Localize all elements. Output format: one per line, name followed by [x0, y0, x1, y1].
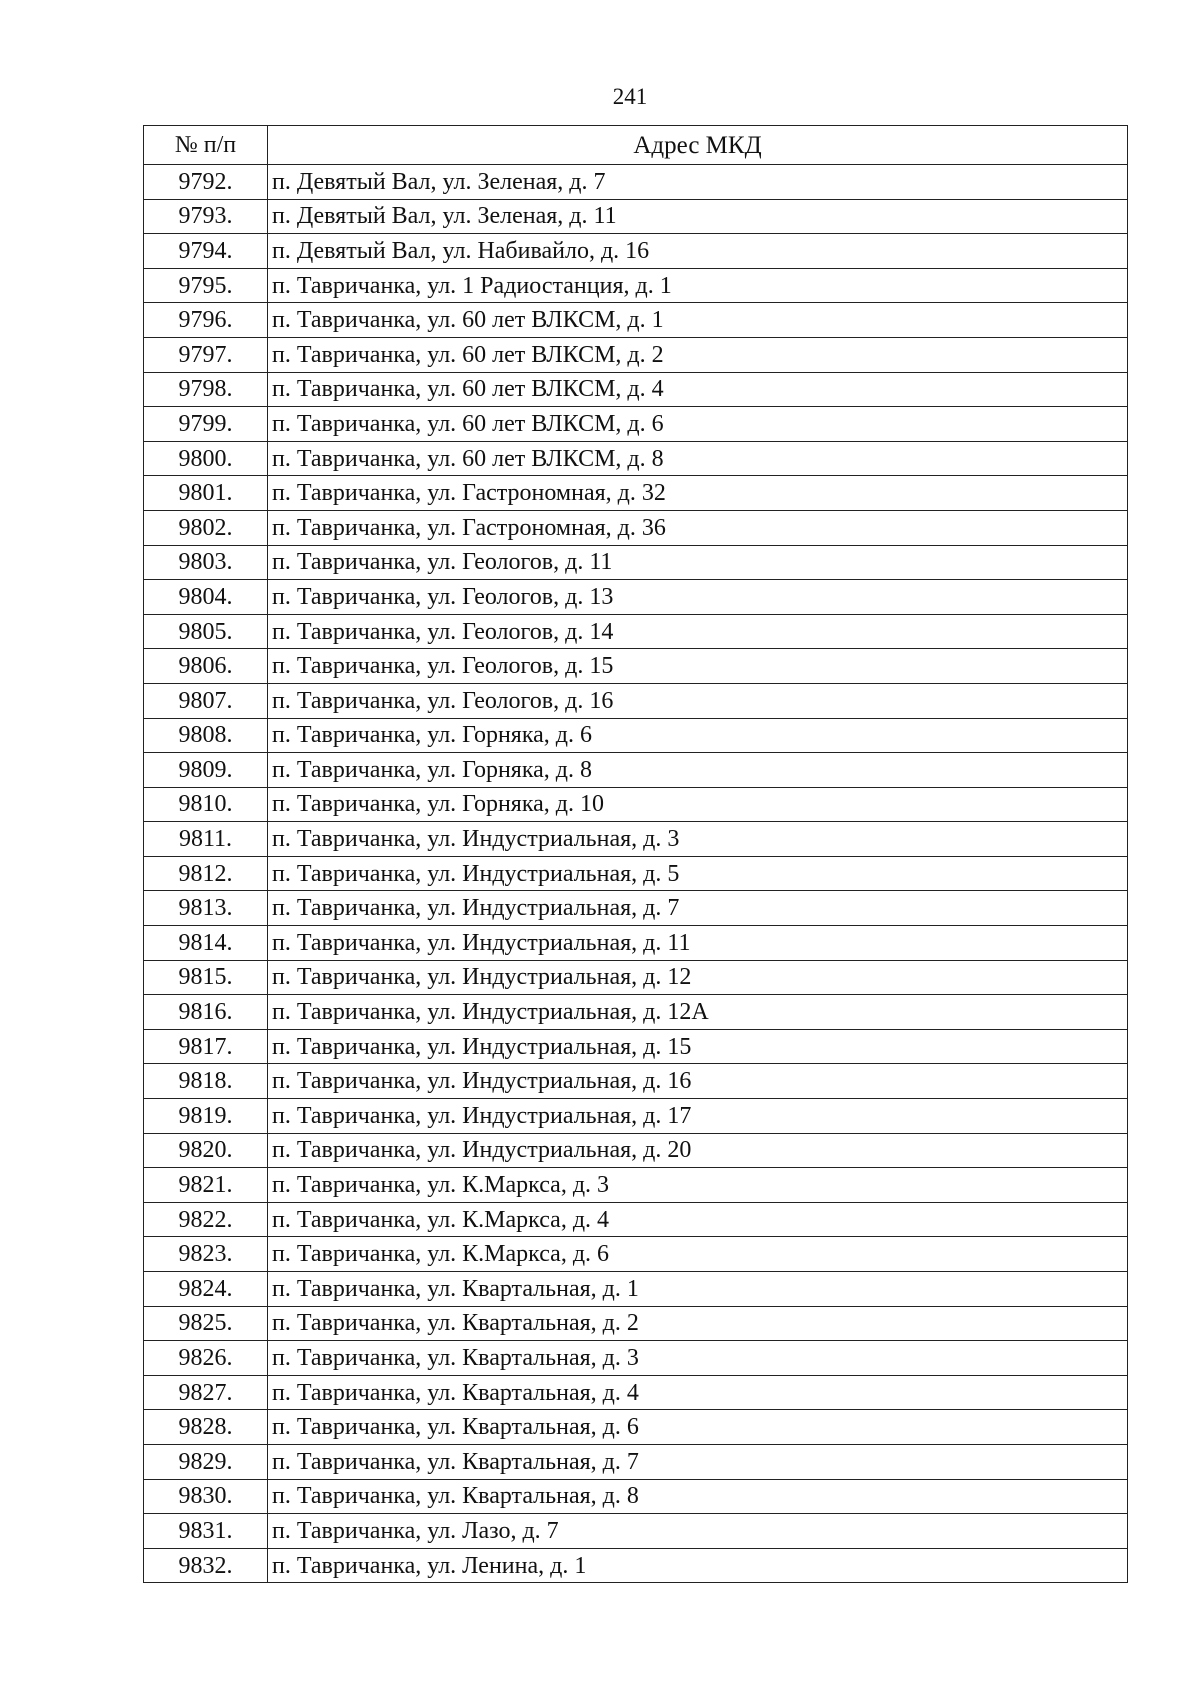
row-address: п. Тавричанка, ул. 60 лет ВЛКСМ, д. 6	[268, 407, 1128, 442]
row-address: п. Тавричанка, ул. Квартальная, д. 2	[268, 1306, 1128, 1341]
table-row	[144, 787, 1128, 822]
table-row	[144, 683, 1128, 718]
table-row	[144, 753, 1128, 788]
table-row	[144, 822, 1128, 857]
row-address: п. Тавричанка, ул. Геологов, д. 14	[268, 614, 1128, 649]
row-number: 9796.	[144, 303, 268, 338]
table-row	[144, 1133, 1128, 1168]
row-number: 9813.	[144, 891, 268, 926]
table-row	[144, 891, 1128, 926]
row-address: п. Тавричанка, ул. Квартальная, д. 7	[268, 1444, 1128, 1479]
table-row	[144, 1064, 1128, 1099]
table-row	[144, 1479, 1128, 1514]
header-row	[144, 126, 1128, 165]
table-row	[144, 165, 1128, 200]
row-address: п. Тавричанка, ул. Квартальная, д. 1	[268, 1272, 1128, 1307]
row-number: 9806.	[144, 649, 268, 684]
row-number: 9800.	[144, 441, 268, 476]
row-number: 9795.	[144, 268, 268, 303]
row-address: п. Девятый Вал, ул. Зеленая, д. 11	[268, 199, 1128, 234]
row-number: 9815.	[144, 960, 268, 995]
row-number: 9820.	[144, 1133, 268, 1168]
page-number: 241	[612, 84, 648, 109]
row-address: п. Тавричанка, ул. Индустриальная, д. 20	[268, 1133, 1128, 1168]
table-row	[144, 476, 1128, 511]
row-address: п. Тавричанка, ул. Индустриальная, д. 16	[268, 1064, 1128, 1099]
row-address: п. Тавричанка, ул. 60 лет ВЛКСМ, д. 1	[268, 303, 1128, 338]
table-row	[144, 1306, 1128, 1341]
table-row	[144, 545, 1128, 580]
address-table	[143, 125, 1128, 1583]
table-row	[144, 856, 1128, 891]
row-number: 9830.	[144, 1479, 268, 1514]
table-row	[144, 1237, 1128, 1272]
table-row	[144, 510, 1128, 545]
table-row	[144, 995, 1128, 1030]
row-number: 9804.	[144, 580, 268, 615]
row-number: 9808.	[144, 718, 268, 753]
row-address: п. Девятый Вал, ул. Зеленая, д. 7	[268, 165, 1128, 200]
row-number: 9817.	[144, 1029, 268, 1064]
row-address: п. Тавричанка, ул. Индустриальная, д. 12А	[268, 995, 1128, 1030]
table-row	[144, 1514, 1128, 1549]
row-number: 9794.	[144, 234, 268, 269]
row-address: п. Девятый Вал, ул. Набивайло, д. 16	[268, 234, 1128, 269]
table-row	[144, 1168, 1128, 1203]
row-address: п. Тавричанка, ул. Индустриальная, д. 3	[268, 822, 1128, 857]
row-address: п. Тавричанка, ул. Квартальная, д. 4	[268, 1375, 1128, 1410]
row-address: п. Тавричанка, ул. Индустриальная, д. 12	[268, 960, 1128, 995]
table-row	[144, 407, 1128, 442]
row-address: п. Тавричанка, ул. 60 лет ВЛКСМ, д. 8	[268, 441, 1128, 476]
table-row	[144, 1202, 1128, 1237]
table-row	[144, 960, 1128, 995]
table-row	[144, 337, 1128, 372]
table-row	[144, 1099, 1128, 1134]
row-number: 9824.	[144, 1272, 268, 1307]
row-number: 9809.	[144, 753, 268, 788]
row-address: п. Тавричанка, ул. Ленина, д. 1	[268, 1548, 1128, 1583]
table-row	[144, 649, 1128, 684]
header-address: Адрес МКД	[268, 126, 1128, 165]
table-row	[144, 1444, 1128, 1479]
header-number: № п/п	[144, 126, 268, 165]
table-row	[144, 441, 1128, 476]
row-address: п. Тавричанка, ул. Горняка, д. 10	[268, 787, 1128, 822]
row-number: 9818.	[144, 1064, 268, 1099]
row-number: 9798.	[144, 372, 268, 407]
table-row	[144, 372, 1128, 407]
row-number: 9825.	[144, 1306, 268, 1341]
row-number: 9832.	[144, 1548, 268, 1583]
row-address: п. Тавричанка, ул. Квартальная, д. 6	[268, 1410, 1128, 1445]
row-address: п. Тавричанка, ул. Лазо, д. 7	[268, 1514, 1128, 1549]
row-number: 9805.	[144, 614, 268, 649]
row-address: п. Тавричанка, ул. К.Маркса, д. 3	[268, 1168, 1128, 1203]
table-header	[144, 126, 1128, 165]
row-number: 9802.	[144, 510, 268, 545]
row-number: 9827.	[144, 1375, 268, 1410]
row-address: п. Тавричанка, ул. Гастрономная, д. 32	[268, 476, 1128, 511]
row-number: 9792.	[144, 165, 268, 200]
row-number: 9814.	[144, 926, 268, 961]
row-address: п. Тавричанка, ул. Индустриальная, д. 5	[268, 856, 1128, 891]
row-number: 9793.	[144, 199, 268, 234]
row-address: п. Тавричанка, ул. Индустриальная, д. 17	[268, 1099, 1128, 1134]
row-address: п. Тавричанка, ул. Горняка, д. 6	[268, 718, 1128, 753]
table-row	[144, 303, 1128, 338]
row-number: 9810.	[144, 787, 268, 822]
table-row	[144, 580, 1128, 615]
row-number: 9803.	[144, 545, 268, 580]
table-row	[144, 1548, 1128, 1583]
row-address: п. Тавричанка, ул. К.Маркса, д. 4	[268, 1202, 1128, 1237]
row-number: 9829.	[144, 1444, 268, 1479]
table-row	[144, 1272, 1128, 1307]
table-row	[144, 199, 1128, 234]
row-number: 9828.	[144, 1410, 268, 1445]
row-number: 9801.	[144, 476, 268, 511]
row-address: п. Тавричанка, ул. К.Маркса, д. 6	[268, 1237, 1128, 1272]
table-row	[144, 1029, 1128, 1064]
row-number: 9831.	[144, 1514, 268, 1549]
row-address: п. Тавричанка, ул. 60 лет ВЛКСМ, д. 2	[268, 337, 1128, 372]
row-number: 9822.	[144, 1202, 268, 1237]
row-number: 9826.	[144, 1341, 268, 1376]
table-row	[144, 926, 1128, 961]
row-address: п. Тавричанка, ул. 60 лет ВЛКСМ, д. 4	[268, 372, 1128, 407]
row-number: 9811.	[144, 822, 268, 857]
row-number: 9797.	[144, 337, 268, 372]
table-row	[144, 1341, 1128, 1376]
table-body	[144, 165, 1128, 1583]
row-address: п. Тавричанка, ул. Квартальная, д. 8	[268, 1479, 1128, 1514]
row-address: п. Тавричанка, ул. 1 Радиостанция, д. 1	[268, 268, 1128, 303]
table-row	[144, 268, 1128, 303]
table-row	[144, 614, 1128, 649]
row-address: п. Тавричанка, ул. Индустриальная, д. 7	[268, 891, 1128, 926]
row-number: 9799.	[144, 407, 268, 442]
table-row	[144, 234, 1128, 269]
row-address: п. Тавричанка, ул. Геологов, д. 15	[268, 649, 1128, 684]
row-address: п. Тавричанка, ул. Горняка, д. 8	[268, 753, 1128, 788]
row-address: п. Тавричанка, ул. Квартальная, д. 3	[268, 1341, 1128, 1376]
row-number: 9823.	[144, 1237, 268, 1272]
row-address: п. Тавричанка, ул. Индустриальная, д. 11	[268, 926, 1128, 961]
row-number: 9812.	[144, 856, 268, 891]
row-address: п. Тавричанка, ул. Геологов, д. 16	[268, 683, 1128, 718]
row-address: п. Тавричанка, ул. Геологов, д. 13	[268, 580, 1128, 615]
row-number: 9816.	[144, 995, 268, 1030]
table-row	[144, 1410, 1128, 1445]
table-row	[144, 1375, 1128, 1410]
row-number: 9819.	[144, 1099, 268, 1134]
row-number: 9821.	[144, 1168, 268, 1203]
row-address: п. Тавричанка, ул. Гастрономная, д. 36	[268, 510, 1128, 545]
row-address: п. Тавричанка, ул. Индустриальная, д. 15	[268, 1029, 1128, 1064]
table-row	[144, 718, 1128, 753]
row-address: п. Тавричанка, ул. Геологов, д. 11	[268, 545, 1128, 580]
row-number: 9807.	[144, 683, 268, 718]
